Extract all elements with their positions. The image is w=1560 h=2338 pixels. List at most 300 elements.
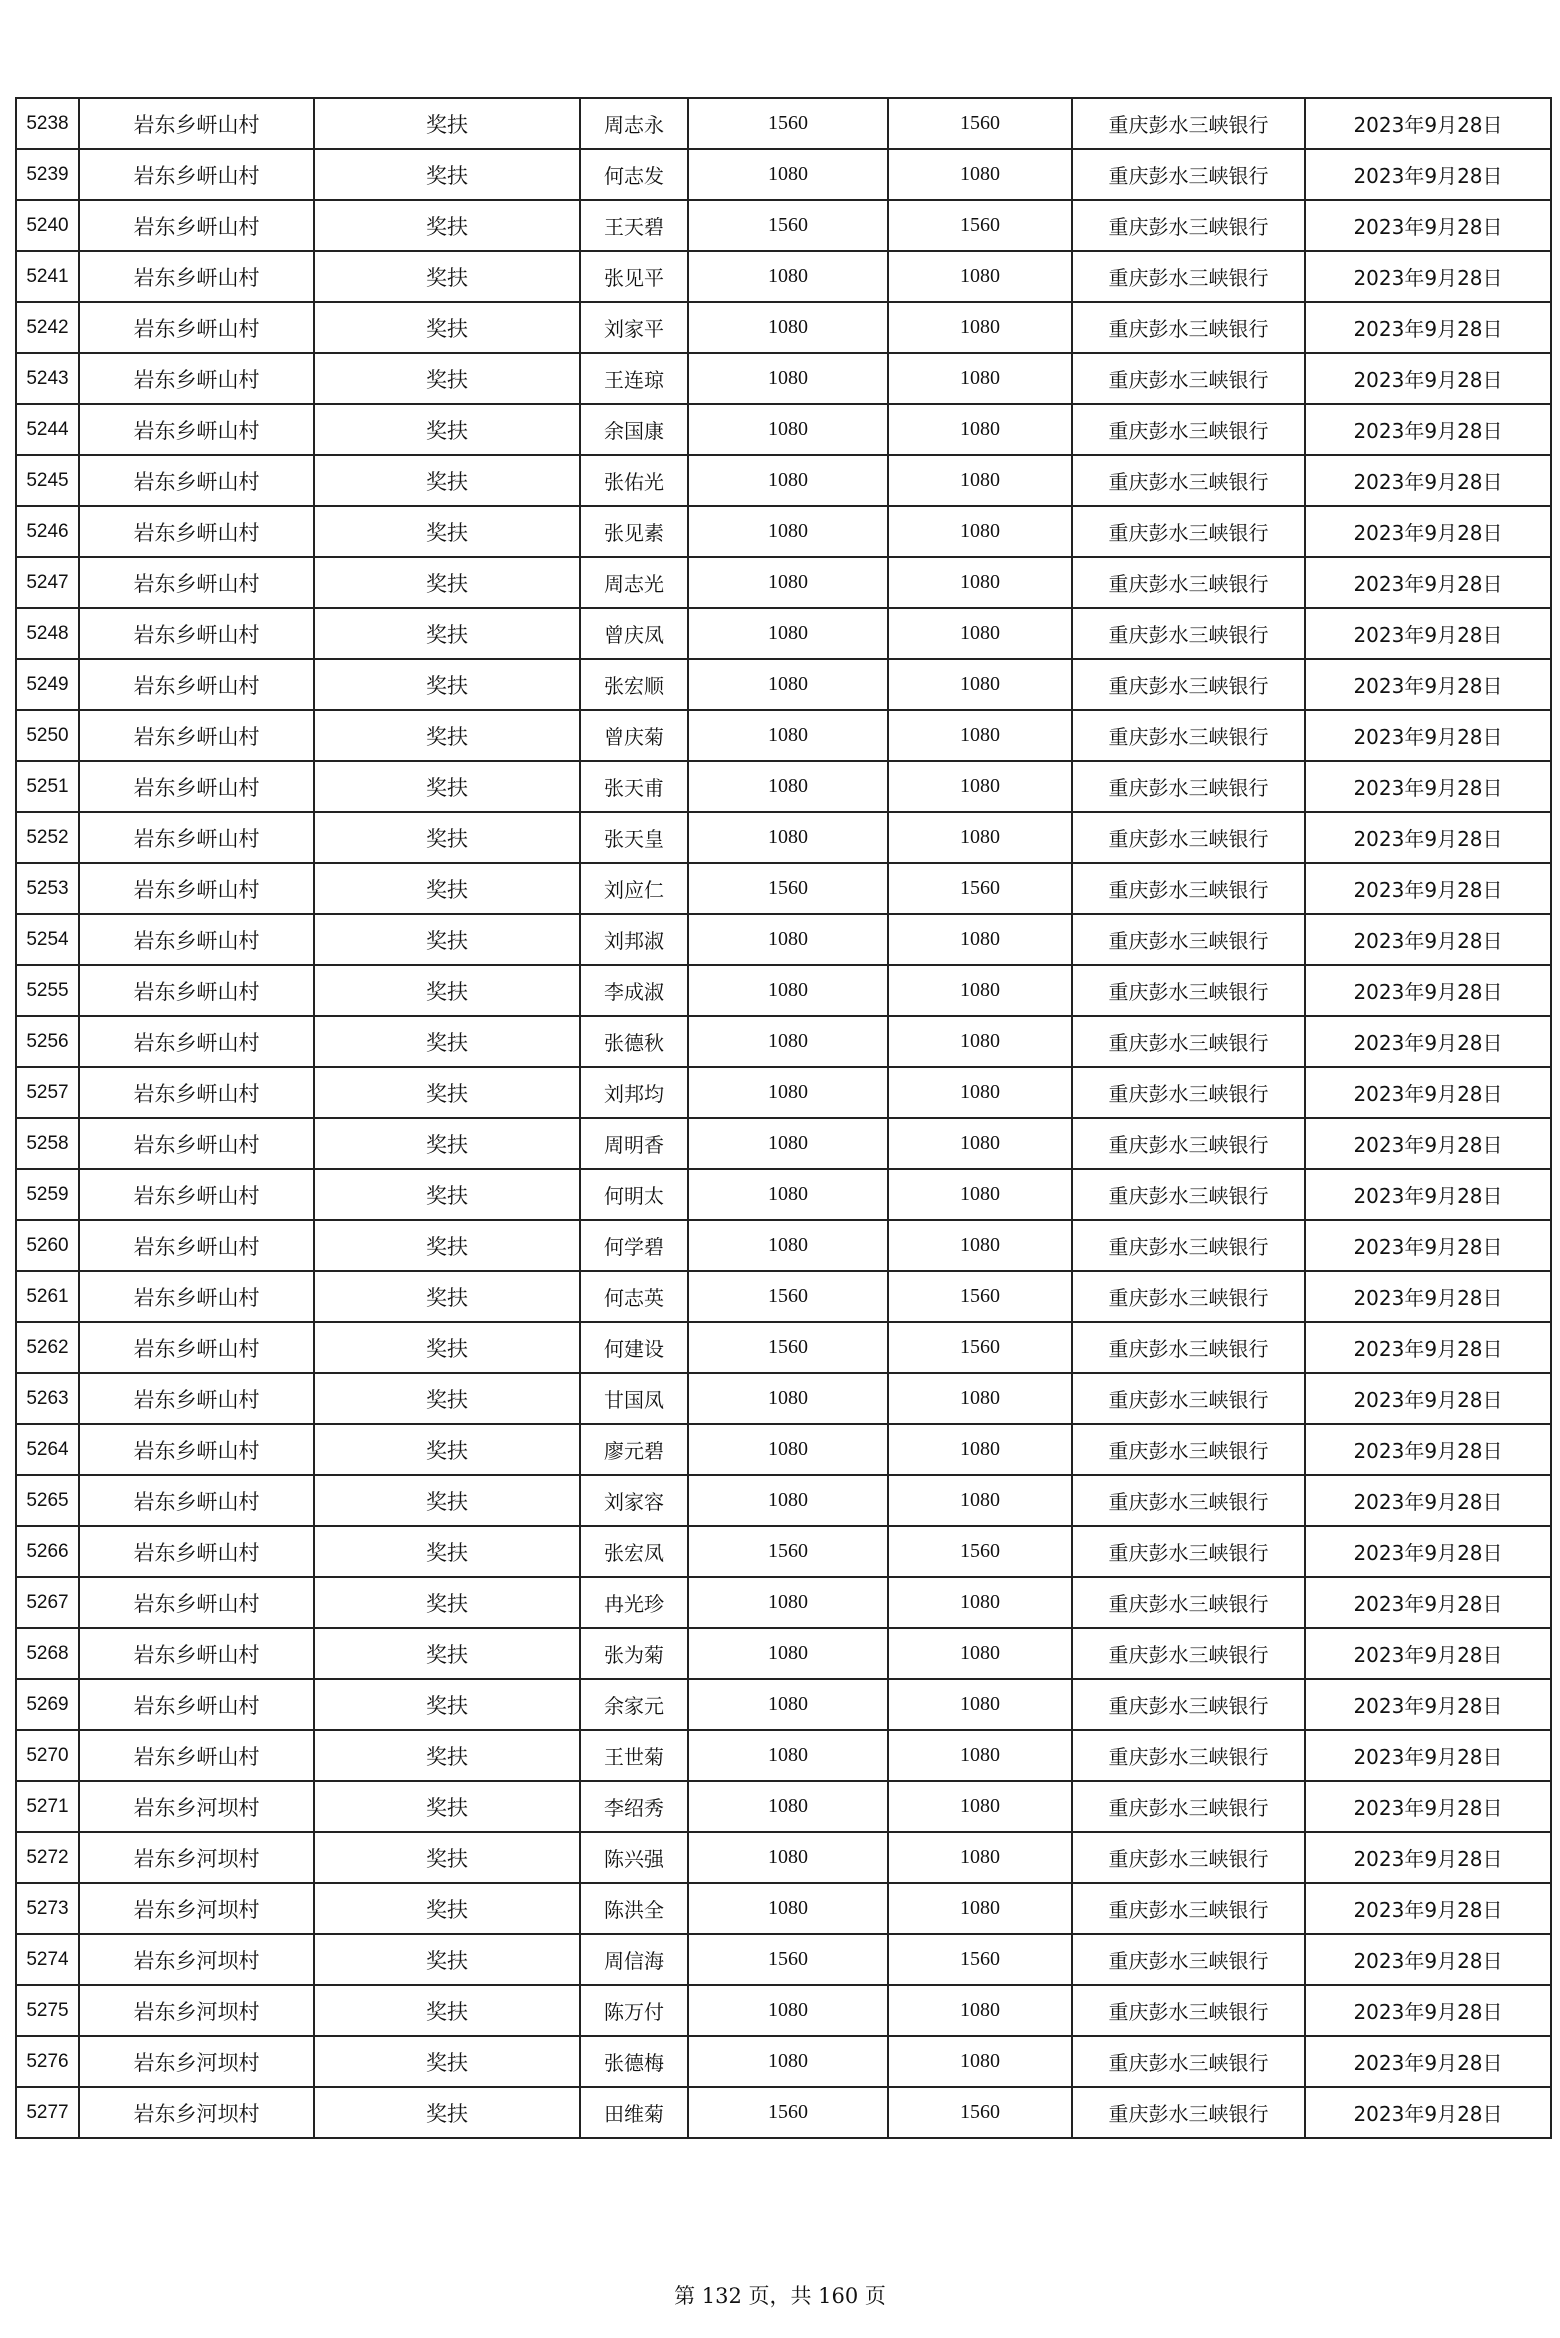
name-cell: 曾庆菊 — [580, 710, 688, 761]
paid-amount-cell: 1080 — [888, 761, 1072, 812]
name-cell: 田维菊 — [580, 2087, 688, 2138]
paid-amount-cell: 1080 — [888, 506, 1072, 557]
name-cell: 廖元碧 — [580, 1424, 688, 1475]
table-row — [16, 1424, 1551, 1475]
village-cell: 岩东乡岍山村 — [79, 1424, 314, 1475]
row-number-cell: 5266 — [16, 1526, 79, 1577]
village-cell: 岩东乡岍山村 — [79, 1220, 314, 1271]
village-cell: 岩东乡岍山村 — [79, 353, 314, 404]
table-row — [16, 1373, 1551, 1424]
bank-cell: 重庆彭水三峡银行 — [1072, 914, 1305, 965]
village-cell: 岩东乡岍山村 — [79, 608, 314, 659]
subsidy-type-cell: 奖扶 — [314, 1067, 580, 1118]
village-cell: 岩东乡岍山村 — [79, 200, 314, 251]
paid-amount-cell: 1080 — [888, 812, 1072, 863]
table-row — [16, 1577, 1551, 1628]
date-cell: 2023年9月28日 — [1305, 1271, 1551, 1322]
name-cell: 周志光 — [580, 557, 688, 608]
name-cell: 陈洪全 — [580, 1883, 688, 1934]
village-cell: 岩东乡河坝村 — [79, 1934, 314, 1985]
bank-cell: 重庆彭水三峡银行 — [1072, 1883, 1305, 1934]
paid-amount-cell: 1080 — [888, 455, 1072, 506]
amount-cell: 1560 — [688, 2087, 888, 2138]
name-cell: 李成淑 — [580, 965, 688, 1016]
bank-cell: 重庆彭水三峡银行 — [1072, 1322, 1305, 1373]
amount-cell: 1080 — [688, 149, 888, 200]
paid-amount-cell: 1080 — [888, 1118, 1072, 1169]
name-cell: 刘家平 — [580, 302, 688, 353]
name-cell: 何明太 — [580, 1169, 688, 1220]
name-cell: 陈兴强 — [580, 1832, 688, 1883]
amount-cell: 1080 — [688, 608, 888, 659]
paid-amount-cell: 1080 — [888, 1628, 1072, 1679]
village-cell: 岩东乡岍山村 — [79, 1628, 314, 1679]
bank-cell: 重庆彭水三峡银行 — [1072, 149, 1305, 200]
table-row — [16, 914, 1551, 965]
name-cell: 张天皇 — [580, 812, 688, 863]
table-row — [16, 863, 1551, 914]
amount-cell: 1080 — [688, 557, 888, 608]
row-number-cell: 5239 — [16, 149, 79, 200]
village-cell: 岩东乡岍山村 — [79, 404, 314, 455]
table-row — [16, 149, 1551, 200]
table-row — [16, 404, 1551, 455]
row-number-cell: 5277 — [16, 2087, 79, 2138]
bank-cell: 重庆彭水三峡银行 — [1072, 1475, 1305, 1526]
bank-cell: 重庆彭水三峡银行 — [1072, 557, 1305, 608]
bank-cell: 重庆彭水三峡银行 — [1072, 1220, 1305, 1271]
name-cell: 张天甫 — [580, 761, 688, 812]
row-number-cell: 5255 — [16, 965, 79, 1016]
paid-amount-cell: 1560 — [888, 1271, 1072, 1322]
name-cell: 周信海 — [580, 1934, 688, 1985]
subsidy-type-cell: 奖扶 — [314, 1679, 580, 1730]
village-cell: 岩东乡河坝村 — [79, 1781, 314, 1832]
name-cell: 张见素 — [580, 506, 688, 557]
paid-amount-cell: 1080 — [888, 710, 1072, 761]
paid-amount-cell: 1560 — [888, 200, 1072, 251]
village-cell: 岩东乡岍山村 — [79, 506, 314, 557]
village-cell: 岩东乡岍山村 — [79, 1373, 314, 1424]
row-number-cell: 5272 — [16, 1832, 79, 1883]
subsidy-type-cell: 奖扶 — [314, 965, 580, 1016]
amount-cell: 1080 — [688, 710, 888, 761]
paid-amount-cell: 1560 — [888, 1526, 1072, 1577]
subsidy-type-cell: 奖扶 — [314, 761, 580, 812]
village-cell: 岩东乡岍山村 — [79, 1016, 314, 1067]
amount-cell: 1080 — [688, 1730, 888, 1781]
date-cell: 2023年9月28日 — [1305, 1373, 1551, 1424]
table-row — [16, 1730, 1551, 1781]
name-cell: 何志发 — [580, 149, 688, 200]
subsidy-type-cell: 奖扶 — [314, 251, 580, 302]
amount-cell: 1080 — [688, 506, 888, 557]
village-cell: 岩东乡岍山村 — [79, 1475, 314, 1526]
subsidy-type-cell: 奖扶 — [314, 1526, 580, 1577]
subsidy-type-cell: 奖扶 — [314, 1220, 580, 1271]
subsidy-type-cell: 奖扶 — [314, 659, 580, 710]
paid-amount-cell: 1560 — [888, 98, 1072, 149]
name-cell: 冉光珍 — [580, 1577, 688, 1628]
amount-cell: 1560 — [688, 863, 888, 914]
name-cell: 刘应仁 — [580, 863, 688, 914]
date-cell: 2023年9月28日 — [1305, 1424, 1551, 1475]
bank-cell: 重庆彭水三峡银行 — [1072, 98, 1305, 149]
name-cell: 王天碧 — [580, 200, 688, 251]
date-cell: 2023年9月28日 — [1305, 1220, 1551, 1271]
date-cell: 2023年9月28日 — [1305, 1781, 1551, 1832]
amount-cell: 1080 — [688, 1985, 888, 2036]
table-row — [16, 812, 1551, 863]
village-cell: 岩东乡岍山村 — [79, 812, 314, 863]
amount-cell: 1080 — [688, 1118, 888, 1169]
name-cell: 张为菊 — [580, 1628, 688, 1679]
name-cell: 张德梅 — [580, 2036, 688, 2087]
table-row — [16, 1628, 1551, 1679]
paid-amount-cell: 1080 — [888, 608, 1072, 659]
date-cell: 2023年9月28日 — [1305, 710, 1551, 761]
subsidy-type-cell: 奖扶 — [314, 353, 580, 404]
amount-cell: 1080 — [688, 1577, 888, 1628]
row-number-cell: 5275 — [16, 1985, 79, 2036]
amount-cell: 1080 — [688, 1373, 888, 1424]
name-cell: 刘邦均 — [580, 1067, 688, 1118]
paid-amount-cell: 1080 — [888, 965, 1072, 1016]
row-number-cell: 5249 — [16, 659, 79, 710]
subsidy-type-cell: 奖扶 — [314, 1322, 580, 1373]
row-number-cell: 5240 — [16, 200, 79, 251]
table-row — [16, 1526, 1551, 1577]
name-cell: 何志英 — [580, 1271, 688, 1322]
village-cell: 岩东乡河坝村 — [79, 1985, 314, 2036]
village-cell: 岩东乡岍山村 — [79, 710, 314, 761]
village-cell: 岩东乡岍山村 — [79, 1322, 314, 1373]
amount-cell: 1080 — [688, 302, 888, 353]
amount-cell: 1560 — [688, 1322, 888, 1373]
row-number-cell: 5242 — [16, 302, 79, 353]
village-cell: 岩东乡岍山村 — [79, 659, 314, 710]
date-cell: 2023年9月28日 — [1305, 1322, 1551, 1373]
village-cell: 岩东乡河坝村 — [79, 2087, 314, 2138]
date-cell: 2023年9月28日 — [1305, 1883, 1551, 1934]
table-row — [16, 1883, 1551, 1934]
bank-cell: 重庆彭水三峡银行 — [1072, 1526, 1305, 1577]
amount-cell: 1080 — [688, 812, 888, 863]
date-cell: 2023年9月28日 — [1305, 506, 1551, 557]
table-row — [16, 506, 1551, 557]
bank-cell: 重庆彭水三峡银行 — [1072, 1781, 1305, 1832]
name-cell: 李绍秀 — [580, 1781, 688, 1832]
bank-cell: 重庆彭水三峡银行 — [1072, 455, 1305, 506]
amount-cell: 1080 — [688, 659, 888, 710]
table-row — [16, 1220, 1551, 1271]
subsidy-type-cell: 奖扶 — [314, 557, 580, 608]
row-number-cell: 5267 — [16, 1577, 79, 1628]
table-row — [16, 353, 1551, 404]
subsidy-type-cell: 奖扶 — [314, 1118, 580, 1169]
paid-amount-cell: 1080 — [888, 1781, 1072, 1832]
row-number-cell: 5257 — [16, 1067, 79, 1118]
paid-amount-cell: 1080 — [888, 1424, 1072, 1475]
paid-amount-cell: 1080 — [888, 404, 1072, 455]
subsidy-type-cell: 奖扶 — [314, 1628, 580, 1679]
bank-cell: 重庆彭水三峡银行 — [1072, 659, 1305, 710]
subsidy-type-cell: 奖扶 — [314, 1577, 580, 1628]
date-cell: 2023年9月28日 — [1305, 1475, 1551, 1526]
date-cell: 2023年9月28日 — [1305, 251, 1551, 302]
village-cell: 岩东乡岍山村 — [79, 914, 314, 965]
paid-amount-cell: 1080 — [888, 1067, 1072, 1118]
table-row — [16, 1322, 1551, 1373]
bank-cell: 重庆彭水三峡银行 — [1072, 608, 1305, 659]
paid-amount-cell: 1080 — [888, 1220, 1072, 1271]
row-number-cell: 5244 — [16, 404, 79, 455]
village-cell: 岩东乡河坝村 — [79, 1883, 314, 1934]
village-cell: 岩东乡岍山村 — [79, 1730, 314, 1781]
row-number-cell: 5276 — [16, 2036, 79, 2087]
bank-cell: 重庆彭水三峡银行 — [1072, 1577, 1305, 1628]
amount-cell: 1080 — [688, 1781, 888, 1832]
date-cell: 2023年9月28日 — [1305, 761, 1551, 812]
row-number-cell: 5260 — [16, 1220, 79, 1271]
amount-cell: 1080 — [688, 965, 888, 1016]
name-cell: 张见平 — [580, 251, 688, 302]
bank-cell: 重庆彭水三峡银行 — [1072, 965, 1305, 1016]
village-cell: 岩东乡岍山村 — [79, 149, 314, 200]
row-number-cell: 5265 — [16, 1475, 79, 1526]
date-cell: 2023年9月28日 — [1305, 200, 1551, 251]
paid-amount-cell: 1080 — [888, 659, 1072, 710]
row-number-cell: 5251 — [16, 761, 79, 812]
village-cell: 岩东乡岍山村 — [79, 98, 314, 149]
bank-cell: 重庆彭水三峡银行 — [1072, 1934, 1305, 1985]
row-number-cell: 5274 — [16, 1934, 79, 1985]
row-number-cell: 5246 — [16, 506, 79, 557]
date-cell: 2023年9月28日 — [1305, 1016, 1551, 1067]
name-cell: 张佑光 — [580, 455, 688, 506]
row-number-cell: 5245 — [16, 455, 79, 506]
table-row — [16, 1169, 1551, 1220]
date-cell: 2023年9月28日 — [1305, 812, 1551, 863]
paid-amount-cell: 1080 — [888, 149, 1072, 200]
village-cell: 岩东乡岍山村 — [79, 1271, 314, 1322]
table-row — [16, 1985, 1551, 2036]
date-cell: 2023年9月28日 — [1305, 965, 1551, 1016]
name-cell: 王连琼 — [580, 353, 688, 404]
paid-amount-cell: 1080 — [888, 914, 1072, 965]
name-cell: 甘国凤 — [580, 1373, 688, 1424]
subsidy-type-cell: 奖扶 — [314, 98, 580, 149]
subsidy-type-cell: 奖扶 — [314, 2036, 580, 2087]
date-cell: 2023年9月28日 — [1305, 455, 1551, 506]
row-number-cell: 5258 — [16, 1118, 79, 1169]
subsidy-type-cell: 奖扶 — [314, 710, 580, 761]
subsidy-type-cell: 奖扶 — [314, 1781, 580, 1832]
name-cell: 何学碧 — [580, 1220, 688, 1271]
amount-cell: 1080 — [688, 2036, 888, 2087]
amount-cell: 1080 — [688, 1628, 888, 1679]
subsidy-type-cell: 奖扶 — [314, 1424, 580, 1475]
row-number-cell: 5263 — [16, 1373, 79, 1424]
table-row — [16, 1067, 1551, 1118]
bank-cell: 重庆彭水三峡银行 — [1072, 2087, 1305, 2138]
amount-cell: 1560 — [688, 1934, 888, 1985]
amount-cell: 1080 — [688, 761, 888, 812]
table-row — [16, 1016, 1551, 1067]
bank-cell: 重庆彭水三峡银行 — [1072, 200, 1305, 251]
subsidy-type-cell: 奖扶 — [314, 149, 580, 200]
paid-amount-cell: 1080 — [888, 1373, 1072, 1424]
subsidy-type-cell: 奖扶 — [314, 506, 580, 557]
row-number-cell: 5269 — [16, 1679, 79, 1730]
paid-amount-cell: 1080 — [888, 557, 1072, 608]
amount-cell: 1560 — [688, 200, 888, 251]
village-cell: 岩东乡岍山村 — [79, 761, 314, 812]
bank-cell: 重庆彭水三峡银行 — [1072, 863, 1305, 914]
village-cell: 岩东乡岍山村 — [79, 302, 314, 353]
paid-amount-cell: 1080 — [888, 1730, 1072, 1781]
date-cell: 2023年9月28日 — [1305, 1628, 1551, 1679]
subsidy-type-cell: 奖扶 — [314, 1832, 580, 1883]
row-number-cell: 5261 — [16, 1271, 79, 1322]
village-cell: 岩东乡岍山村 — [79, 1118, 314, 1169]
bank-cell: 重庆彭水三峡银行 — [1072, 1373, 1305, 1424]
row-number-cell: 5271 — [16, 1781, 79, 1832]
date-cell: 2023年9月28日 — [1305, 914, 1551, 965]
subsidy-type-cell: 奖扶 — [314, 1475, 580, 1526]
date-cell: 2023年9月28日 — [1305, 404, 1551, 455]
bank-cell: 重庆彭水三峡银行 — [1072, 1730, 1305, 1781]
table-row — [16, 1271, 1551, 1322]
table-row — [16, 302, 1551, 353]
paid-amount-cell: 1080 — [888, 1475, 1072, 1526]
row-number-cell: 5250 — [16, 710, 79, 761]
bank-cell: 重庆彭水三峡银行 — [1072, 1679, 1305, 1730]
date-cell: 2023年9月28日 — [1305, 1169, 1551, 1220]
date-cell: 2023年9月28日 — [1305, 1526, 1551, 1577]
table-body — [16, 98, 1551, 2138]
name-cell: 刘邦淑 — [580, 914, 688, 965]
subsidy-type-cell: 奖扶 — [314, 1883, 580, 1934]
village-cell: 岩东乡河坝村 — [79, 2036, 314, 2087]
bank-cell: 重庆彭水三峡银行 — [1072, 1169, 1305, 1220]
table-row — [16, 2036, 1551, 2087]
paid-amount-cell: 1080 — [888, 353, 1072, 404]
row-number-cell: 5262 — [16, 1322, 79, 1373]
date-cell: 2023年9月28日 — [1305, 1730, 1551, 1781]
bank-cell: 重庆彭水三峡银行 — [1072, 1271, 1305, 1322]
amount-cell: 1080 — [688, 1016, 888, 1067]
village-cell: 岩东乡岍山村 — [79, 1577, 314, 1628]
amount-cell: 1080 — [688, 404, 888, 455]
village-cell: 岩东乡岍山村 — [79, 1169, 314, 1220]
table-row — [16, 455, 1551, 506]
amount-cell: 1080 — [688, 1475, 888, 1526]
amount-cell: 1080 — [688, 1169, 888, 1220]
bank-cell: 重庆彭水三峡银行 — [1072, 251, 1305, 302]
amount-cell: 1560 — [688, 1526, 888, 1577]
subsidy-type-cell: 奖扶 — [314, 812, 580, 863]
subsidy-table — [15, 97, 1552, 2139]
subsidy-type-cell: 奖扶 — [314, 914, 580, 965]
table-row — [16, 1118, 1551, 1169]
page-footer: 第 132 页，共 160 页 — [674, 2284, 886, 2308]
table-row — [16, 1934, 1551, 1985]
date-cell: 2023年9月28日 — [1305, 1067, 1551, 1118]
village-cell: 岩东乡岍山村 — [79, 965, 314, 1016]
bank-cell: 重庆彭水三峡银行 — [1072, 1016, 1305, 1067]
table-row — [16, 659, 1551, 710]
name-cell: 何建设 — [580, 1322, 688, 1373]
bank-cell: 重庆彭水三峡银行 — [1072, 302, 1305, 353]
subsidy-type-cell: 奖扶 — [314, 1169, 580, 1220]
name-cell: 曾庆凤 — [580, 608, 688, 659]
subsidy-type-cell: 奖扶 — [314, 863, 580, 914]
bank-cell: 重庆彭水三峡银行 — [1072, 1628, 1305, 1679]
name-cell: 余国康 — [580, 404, 688, 455]
paid-amount-cell: 1560 — [888, 2087, 1072, 2138]
paid-amount-cell: 1080 — [888, 1169, 1072, 1220]
subsidy-type-cell: 奖扶 — [314, 200, 580, 251]
amount-cell: 1080 — [688, 1679, 888, 1730]
bank-cell: 重庆彭水三峡银行 — [1072, 506, 1305, 557]
name-cell: 张宏顺 — [580, 659, 688, 710]
paid-amount-cell: 1560 — [888, 1934, 1072, 1985]
amount-cell: 1560 — [688, 1271, 888, 1322]
name-cell: 张德秋 — [580, 1016, 688, 1067]
row-number-cell: 5248 — [16, 608, 79, 659]
date-cell: 2023年9月28日 — [1305, 1679, 1551, 1730]
subsidy-type-cell: 奖扶 — [314, 1373, 580, 1424]
bank-cell: 重庆彭水三峡银行 — [1072, 1118, 1305, 1169]
paid-amount-cell: 1080 — [888, 1016, 1072, 1067]
name-cell: 周志永 — [580, 98, 688, 149]
paid-amount-cell: 1080 — [888, 251, 1072, 302]
row-number-cell: 5243 — [16, 353, 79, 404]
name-cell: 余家元 — [580, 1679, 688, 1730]
date-cell: 2023年9月28日 — [1305, 302, 1551, 353]
amount-cell: 1080 — [688, 1067, 888, 1118]
bank-cell: 重庆彭水三峡银行 — [1072, 2036, 1305, 2087]
subsidy-type-cell: 奖扶 — [314, 2087, 580, 2138]
subsidy-type-cell: 奖扶 — [314, 1271, 580, 1322]
bank-cell: 重庆彭水三峡银行 — [1072, 761, 1305, 812]
subsidy-type-cell: 奖扶 — [314, 455, 580, 506]
row-number-cell: 5256 — [16, 1016, 79, 1067]
date-cell: 2023年9月28日 — [1305, 1985, 1551, 2036]
date-cell: 2023年9月28日 — [1305, 1577, 1551, 1628]
row-number-cell: 5268 — [16, 1628, 79, 1679]
table-row — [16, 251, 1551, 302]
amount-cell: 1080 — [688, 1832, 888, 1883]
date-cell: 2023年9月28日 — [1305, 863, 1551, 914]
village-cell: 岩东乡河坝村 — [79, 1832, 314, 1883]
name-cell: 张宏凤 — [580, 1526, 688, 1577]
bank-cell: 重庆彭水三峡银行 — [1072, 404, 1305, 455]
village-cell: 岩东乡岍山村 — [79, 251, 314, 302]
date-cell: 2023年9月28日 — [1305, 98, 1551, 149]
subsidy-type-cell: 奖扶 — [314, 608, 580, 659]
table-row — [16, 2087, 1551, 2138]
paid-amount-cell: 1080 — [888, 302, 1072, 353]
row-number-cell: 5259 — [16, 1169, 79, 1220]
paid-amount-cell: 1080 — [888, 2036, 1072, 2087]
subsidy-type-cell: 奖扶 — [314, 404, 580, 455]
paid-amount-cell: 1080 — [888, 1985, 1072, 2036]
village-cell: 岩东乡岍山村 — [79, 1679, 314, 1730]
paid-amount-cell: 1560 — [888, 1322, 1072, 1373]
date-cell: 2023年9月28日 — [1305, 149, 1551, 200]
